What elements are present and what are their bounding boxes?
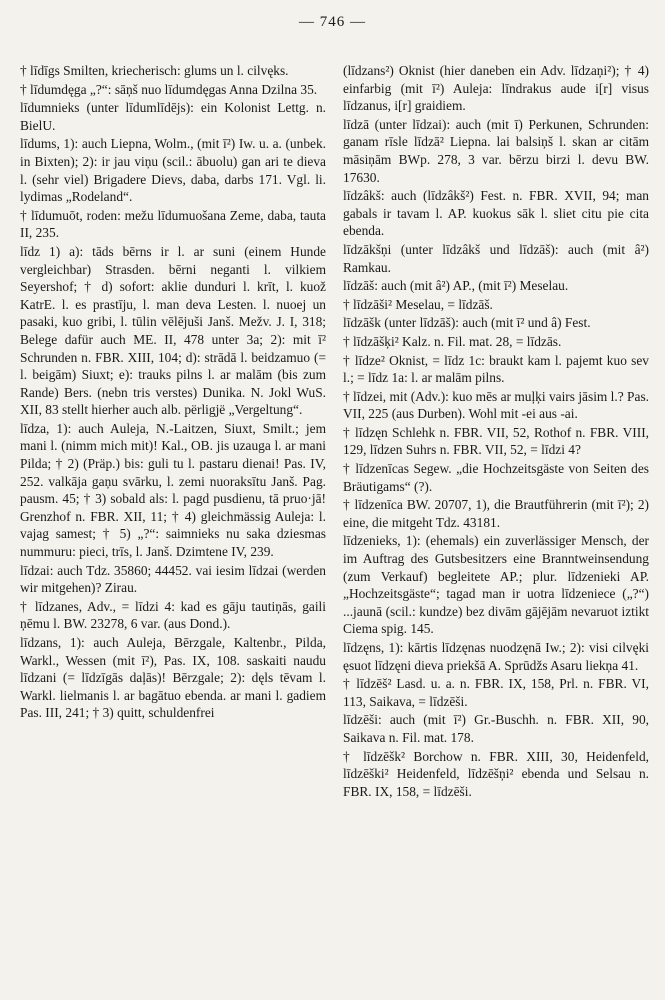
- dictionary-entry: līdzenieks, 1): (ehemals) ein zuverlässiger Mensch, der im Auftrag des Gutsbesitzers eine Branntweinsendung (zum Verkauf) begleitete AP.; plur. līdzenieki AP. „Hochzeitsgäste“; tagad man ir uotra līdzeniece („?“) ...jaunā (scil.: kundze) bez divām gājējām nevaruot iztikt Ciema spig. 145.: [343, 533, 649, 637]
- dictionary-entry: līdzans, 1): auch Auleja, Bērzgale, Kaltenbr., Pilda, Warkl., Wessen (mit ī²), Pas. IX, 108. saskaiti naudu līdzani (= līdzīgās daļās)! Bērzgale; 2): dęls tēvam l. Warkl. lielmanis l. ar bagātuo ebenda. ar mani l. gadiem Pas. III, 241; † 3) quitt, schuldenfrei: [20, 635, 326, 721]
- dictionary-entry: līdzā (unter līdzai): auch (mit ī) Perkunen, Schrunden: ganam rīsle līdzā² Liepna. lai balsiņš l. skan ar citām māsiņām BWp. 278, 3 var. bērzu birzi l. devu BW. 17630.: [343, 116, 649, 185]
- dictionary-entry: līdzāš: auch (mit â²) AP., (mit ī²) Meselau.: [343, 278, 569, 294]
- dictionary-entry: † līdze² Oknist, = līdz 1c: braukt kam l. pajemt kuo sev l.; = līdz 1a: l. ar malām pilns.: [343, 352, 649, 386]
- dictionary-entry: † līdzenīca BW. 20707, 1), die Brautführerin (mit ī²); 2) eine, die mitgeht Tdz. 43181.: [343, 497, 649, 530]
- dictionary-entry: līdums, 1): auch Liepna, Wolm., (mit ī²) Iw. u. a. (unbek. in Bixten); 2): ir jau viņu (scil.: ābuolu) gan ari te dieva l. (sehr viel) Brigadere Dievs, daba, darbs 171. Vgl. li. lydimas „Rodeland“.: [20, 136, 326, 205]
- dictionary-entry: līdumnieks (unter līdumlīdējs): ein Kolonist Lettg. n. BielU.: [20, 100, 326, 133]
- left-column: [20, 62, 326, 723]
- dictionary-entry: † līdzēšk² Borchow n. FBR. XIII, 30, Heidenfeld, līdzēški² Heidenfeld, līdzēšņi² ebenda und Selsau n. FBR. IX, 158, = līdzēši.: [343, 748, 649, 799]
- dictionary-entry: † līdzei, mit (Adv.): kuo mēs ar muļķi vairs jāsim l.? Pas. VII, 225 (aus Durben). Wohl mit -ei aus -ai.: [343, 388, 649, 422]
- page-number: — 746 —: [299, 14, 366, 30]
- dictionary-entry: † līdumuōt, roden: mežu līdumuošana Zeme, daba, tauta II, 235.: [20, 207, 326, 241]
- dictionary-entry: līdzēši: auch (mit ī²) Gr.-Buschh. n. FBR. XII, 90, Saikava n. Fil. mat. 178.: [343, 712, 649, 745]
- dictionary-entry: līdz 1) a): tāds bērns ir l. ar suni (einem Hunde vergleichbar) Strasden. bērni neganti l. vilkiem Seyershof; † d) sofort: aklie dunduri l. krīt, l. kuož KatrE. l. es prastīju, l. man deva Lesten. l. nuoej un pasaki, kuo gribi, l. tūlin vēlējuši Janš. Mežv. J. I, 318; Belege dafür auch ME. II, 478 unter 3a; 2): mit ī² Schrunden n. FBR. XIII, 104; d): strādā l. beidzamuo (= l. beigām) Siuxt; e): trauks pilns l. ar malām (bis zum Rande) Bers. (nebn tris verstes) Dunika. N. Jokl WuS. XII, 83 stellt hierher auch alb. përligjë „Vergeltung“.: [20, 243, 326, 418]
- dictionary-entry: līdzęns, 1): kārtis līdzęnas nuodzęnā Iw.; 2): visi cilvęki ęsuot līdzęni dieva priekšā A. Sprūdžs Asaru liekņa 41.: [343, 640, 649, 673]
- dictionary-entry: † līdumdęga „?“: sāņš nuo līdumdęgas Anna Dzilna 35.: [20, 81, 318, 97]
- dictionary-entry: † līdzenīcas Segew. „die Hochzeitsgäste von Seiten des Bräutigams“ (?).: [343, 461, 649, 494]
- dictionary-entry: † līdzēš² Lasd. u. a. n. FBR. IX, 158, Prl. n. FBR. VI, 113, Saikava, = līdzēši.: [343, 676, 649, 709]
- dictionary-entry: † līdzāši² Meselau, = līdzāš.: [343, 296, 493, 312]
- dictionary-entry: līdzâkš: auch (līdzâkš²) Fest. n. FBR. XVII, 94; man gabals ir tavam l. AP. kuokus sāk l. sliet citu pie cita ebenda.: [343, 188, 649, 239]
- dictionary-entry: (līdzans²) Oknist (hier daneben ein Adv. līdzaņi²); † 4) einfarbig (mit ī²) Auleja: līndrakus aude i[r] visus līdzanus, i[r] graidiem.: [343, 63, 649, 114]
- dictionary-entry: † līdzāšķi² Kalz. n. Fil. mat. 28, = līdzās.: [343, 333, 562, 349]
- dictionary-entry: līdzai: auch Tdz. 35860; 44452. vai iesim līdzai (werden wir mitgehen)? Zirau.: [20, 562, 326, 596]
- dictionary-entry: † līdīgs Smilten, kriecherisch: glums un l. cilvęks.: [20, 63, 289, 78]
- dictionary-entry: līdza, 1): auch Auleja, N.-Laitzen, Siuxt, Smilt.; jem mani l. (nimm mich mit)! Kal., OB. jis uzauga l. ar mani Pilda; † 2) (Präp.) bis: guli tu l. pastaru dienai! Pas. IV, 252. valkāja gaņu svārku, l. zemi nuoraksītu Janš. Pag. pausm. 45; † 3) sobald als: l. pagd pusdienu, tā pruo·jā! Grenzhof n. FBR. XII, 11; † 4) gleichmässig Auleja: l. vajag samest; † 5) „?“: saimnieks nu saka dziesmas nummuru: pieci, trīs, l. Janš. Dzimtene IV, 239.: [20, 420, 326, 560]
- dictionary-entry: † līdzanes, Adv., = līdzi 4: kad es gāju tautiņās, gaili ņēmu l. BW. 23278, 6 var. (aus Dond.).: [20, 598, 326, 632]
- dictionary-entry: līdzāšk (unter līdzāš): auch (mit ī² und â) Fest.: [343, 315, 591, 331]
- dictionary-entry: † līdzęn Schlehk n. FBR. VII, 52, Rothof n. FBR. VIII, 129, līdzen Suhrs n. FBR. VII, 52, = līdzi 4?: [343, 424, 649, 458]
- right-column: [343, 62, 649, 801]
- dictionary-entry: līdzākšņi (unter līdzâkš und līdzāš): auch (mit â²) Ramkau.: [343, 241, 649, 275]
